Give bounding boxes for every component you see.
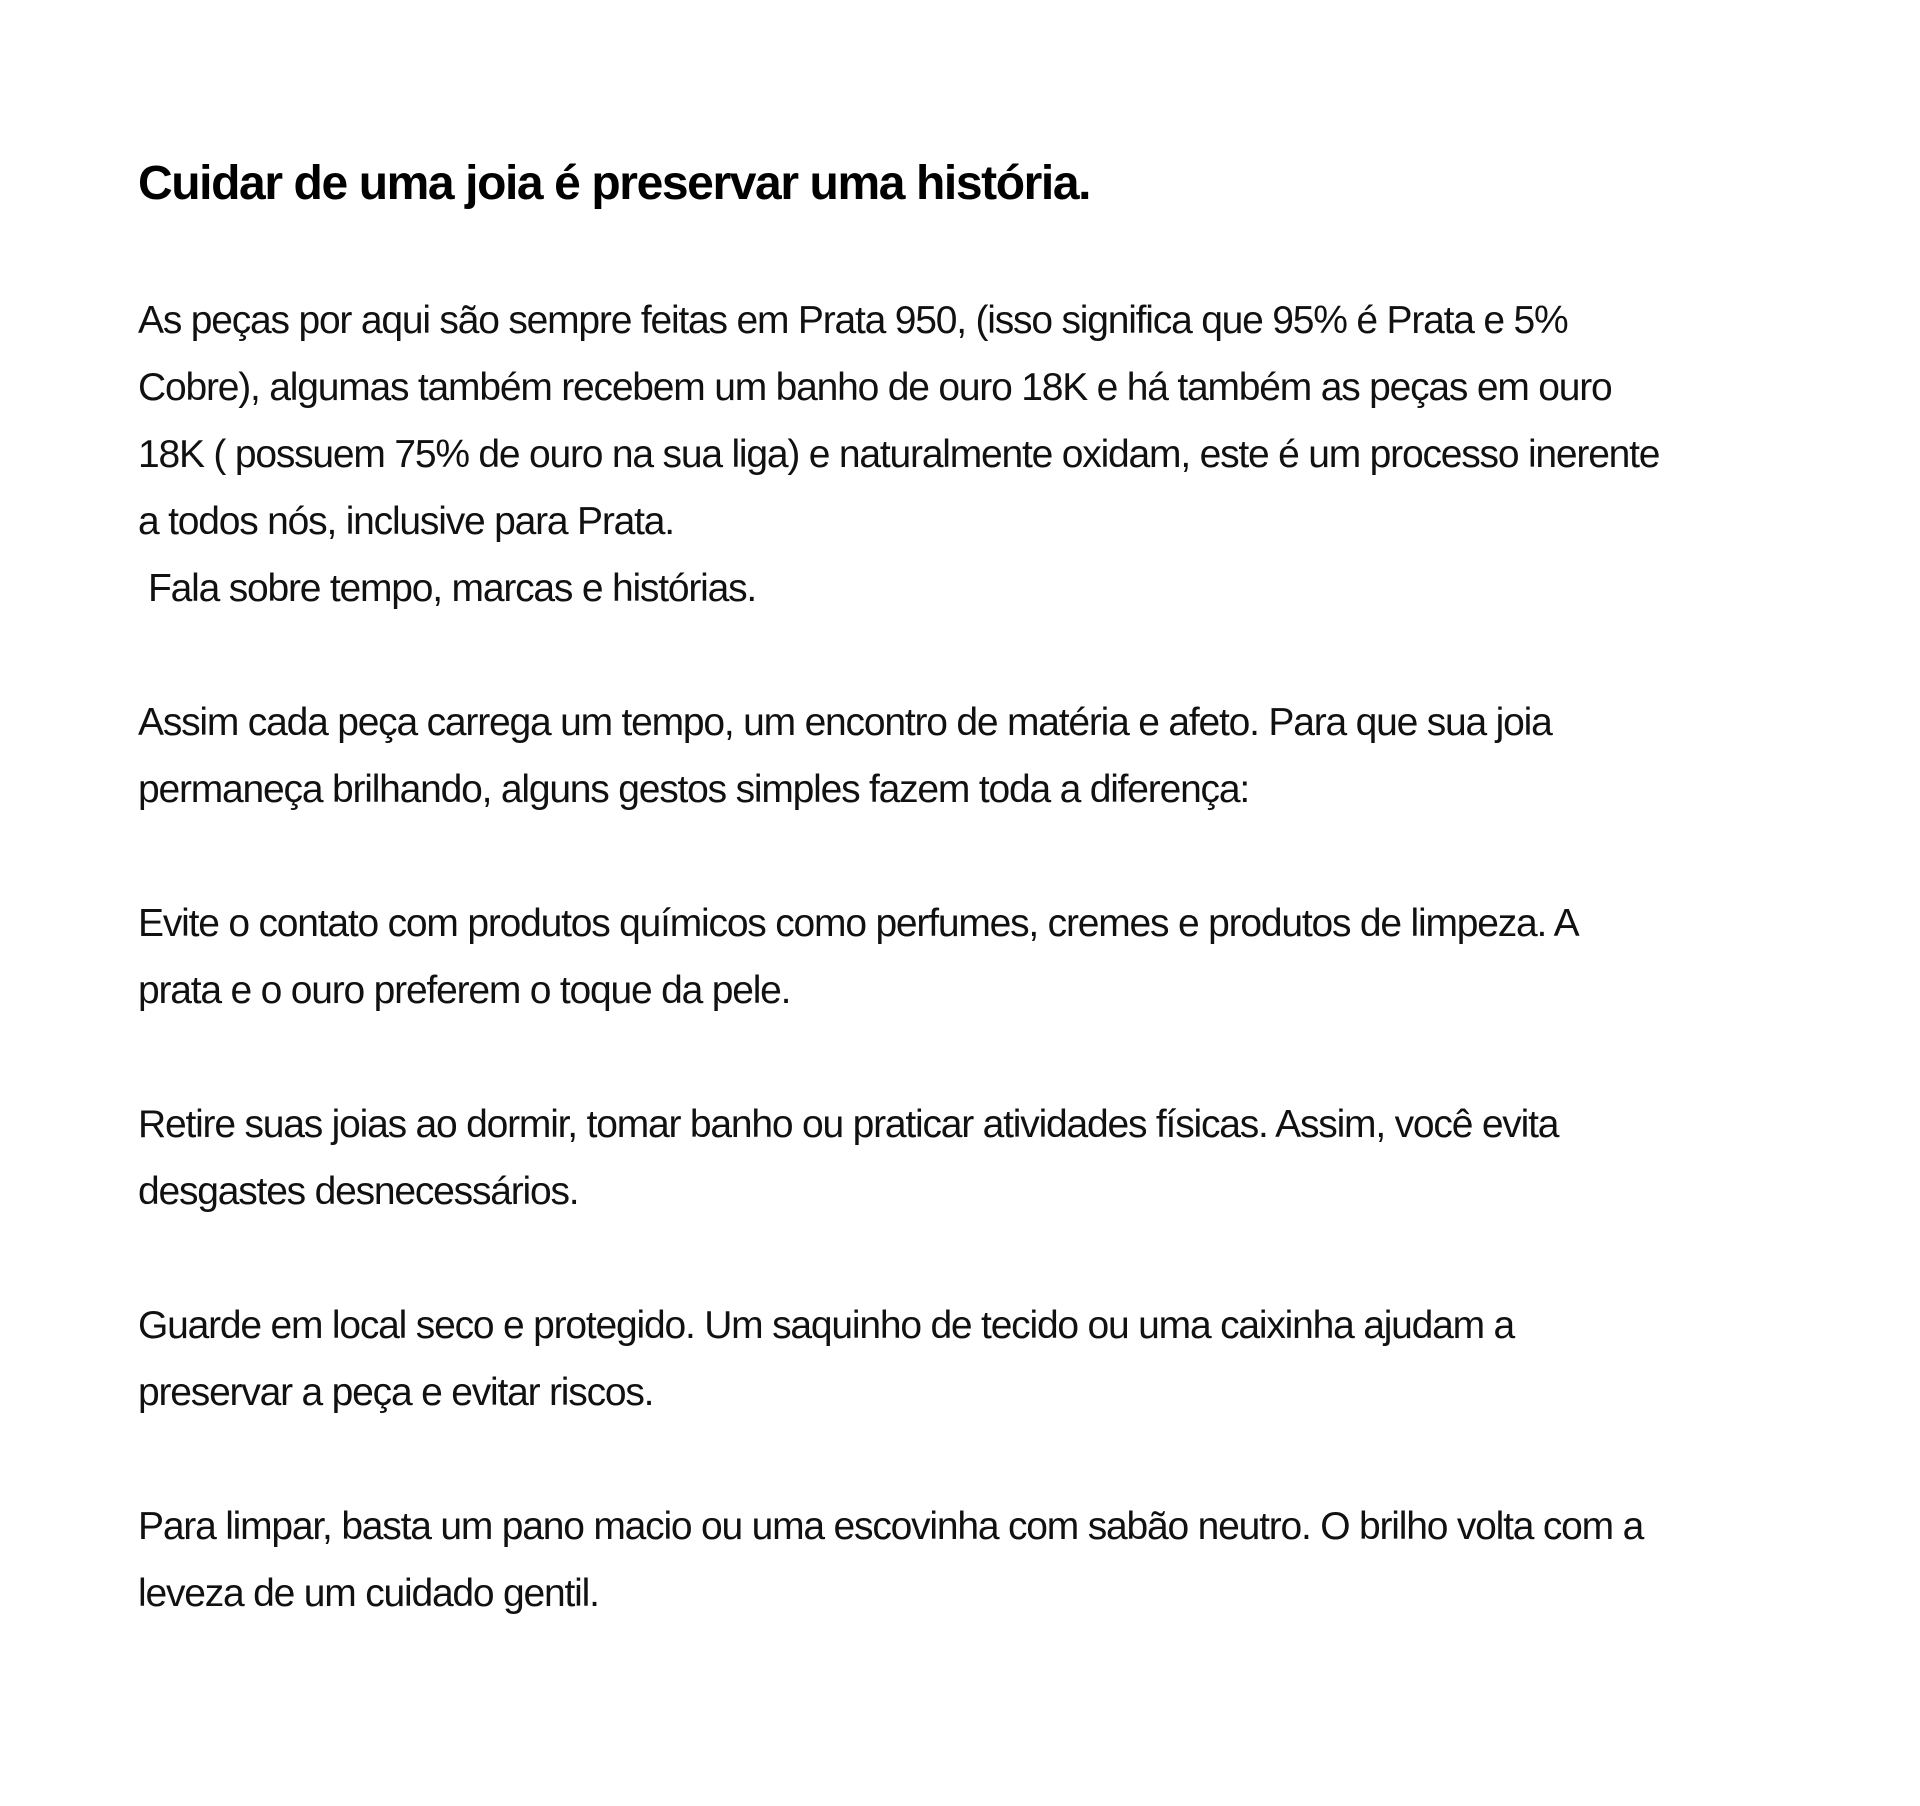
care-paragraph-1-line-2: permaneça brilhando, alguns gestos simples fazem toda a diferença:	[138, 768, 1249, 811]
intro-line-5: Fala sobre tempo, marcas e histórias.	[148, 567, 757, 610]
care-paragraph-1-line-1: Assim cada peça carrega um tempo, um encontro de matéria e afeto. Para que sua joia	[138, 701, 1552, 744]
care-tip-cleaning	[138, 1493, 1818, 1627]
care-tip-remove	[138, 1091, 1818, 1225]
care-paragraph	[138, 689, 1818, 823]
intro-line-1: As peças por aqui são sempre feitas em Prata 950, (isso significa que 95% é Prata e 5%	[138, 299, 1568, 342]
care-paragraph-2-line-1: Evite o contato com produtos químicos como perfumes, cremes e produtos de limpeza. A	[138, 902, 1579, 945]
care-paragraph-4-line-2: preservar a peça e evitar riscos.	[138, 1371, 654, 1414]
care-paragraph-4-line-1: Guarde em local seco e protegido. Um saquinho de tecido ou uma caixinha ajudam a	[138, 1304, 1515, 1347]
page-title: Cuidar de uma joia é preservar uma história.	[138, 157, 1091, 210]
care-tip-storage	[138, 1292, 1818, 1426]
intro-line-3: 18K ( possuem 75% de ouro na sua liga) e naturalmente oxidam, este é um processo inerente	[138, 433, 1660, 476]
jewelry-care-document	[138, 150, 1818, 1627]
care-paragraph-5-line-2: leveza de um cuidado gentil.	[138, 1572, 599, 1615]
care-paragraph-3-line-2: desgastes desnecessários.	[138, 1170, 579, 1213]
care-paragraph-2-line-2: prata e o ouro preferem o toque da pele.	[138, 969, 791, 1012]
intro-line-2: Cobre), algumas também recebem um banho de ouro 18K e há também as peças em ouro	[138, 366, 1612, 409]
care-tip-chemicals	[138, 890, 1818, 1024]
intro-paragraph	[138, 287, 1818, 622]
intro-line-4: a todos nós, inclusive para Prata.	[138, 500, 674, 543]
care-paragraph-5-line-1: Para limpar, basta um pano macio ou uma escovinha com sabão neutro. O brilho volta com a	[138, 1505, 1644, 1548]
care-paragraph-3-line-1: Retire suas joias ao dormir, tomar banho ou praticar atividades físicas. Assim, você evita	[138, 1103, 1559, 1146]
